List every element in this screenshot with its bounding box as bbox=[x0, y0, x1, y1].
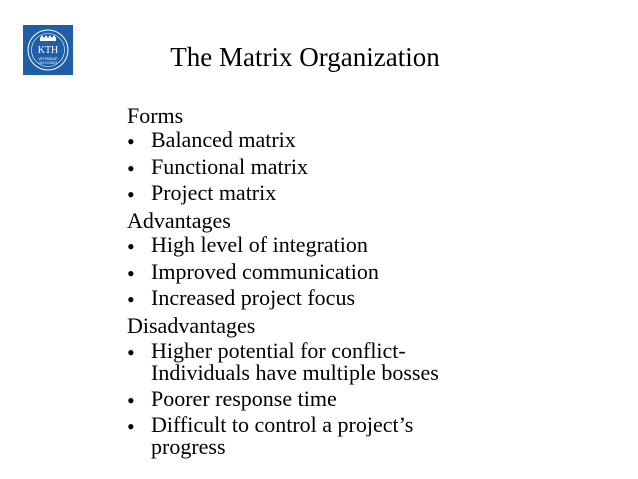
bullet-item: • Poorer response time bbox=[127, 385, 337, 413]
bullet-icon: • bbox=[127, 413, 135, 439]
bullet-icon: • bbox=[127, 339, 135, 365]
bullet-icon: • bbox=[127, 260, 135, 286]
bullet-icon: • bbox=[127, 287, 135, 313]
bullet-item: • Increased project focus bbox=[127, 285, 356, 313]
bullet-item: • Higher potential for conflict- Individuals have multiple bosses bbox=[127, 337, 439, 385]
bullet-item: • Functional matrix bbox=[127, 153, 309, 181]
bullet-item: • Balanced matrix bbox=[127, 127, 296, 155]
section-heading-advantages: Advantages bbox=[127, 208, 231, 234]
bullet-icon: • bbox=[127, 129, 135, 155]
svg-text:OCH KONST: OCH KONST bbox=[38, 61, 58, 65]
svg-text:VETENSKAP: VETENSKAP bbox=[38, 57, 58, 61]
bullet-icon: • bbox=[127, 387, 135, 413]
section-heading-forms: Forms bbox=[127, 103, 184, 128]
bullet-icon: • bbox=[127, 155, 135, 181]
slide-title bbox=[0, 40, 610, 74]
slide-body bbox=[127, 103, 607, 462]
slide-title-text: The Matrix Organization bbox=[170, 42, 440, 72]
bullet-item: • Project matrix bbox=[127, 179, 277, 207]
bullet-icon: • bbox=[127, 234, 135, 260]
section-heading-disadvantages: Disadvantages bbox=[127, 313, 256, 339]
bullet-item: • High level of integration bbox=[127, 232, 368, 260]
bullet-item: • Difficult to control a project’s progress bbox=[127, 411, 414, 459]
bullet-item: • Improved communication bbox=[127, 258, 379, 286]
svg-text:KTH: KTH bbox=[37, 45, 59, 56]
bullet-icon: • bbox=[127, 181, 135, 207]
